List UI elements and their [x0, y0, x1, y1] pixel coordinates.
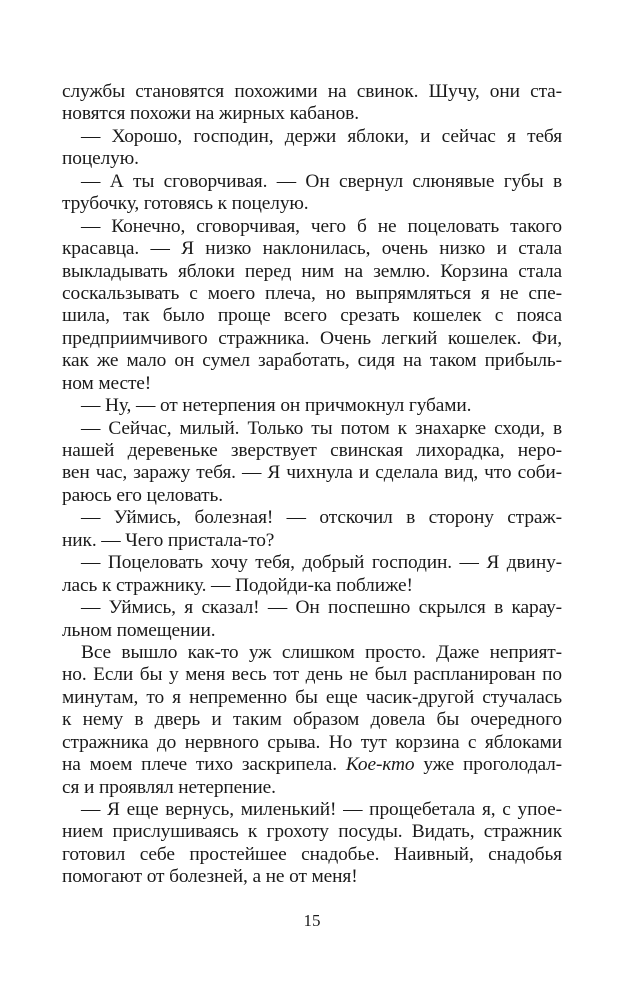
text-line: лась к стражнику. — Подойди-ка поближе! [62, 574, 413, 596]
text-line: как же мало он сумел заработать, сидя на таком прибыль- [62, 350, 562, 372]
text-line: — Я еще вернусь, миленький! — прощебетала я, с упое- [81, 799, 562, 820]
text-line: предприимчивого стражника. Очень легкий кошелек. Фи, [62, 327, 562, 349]
text-line: — Хорошо, господин, держи яблоки, и сейчас я тебя [81, 125, 562, 147]
text-line: поцелую. [62, 148, 139, 170]
text-line: Все вышло как-то уж слишком просто. Даже неприят- [81, 641, 562, 663]
text-line: — А ты сговорчивая. — Он свернул слюнявые губы в [81, 170, 562, 192]
text-line: раюсь его целовать. [62, 484, 223, 506]
text-line: ся и проявлял нетерпение. [62, 776, 276, 798]
text-line: помогают от болезней, а не от меня! [62, 866, 358, 888]
text-line: службы становятся похожими на свинок. Шучу, они ста- [62, 81, 562, 102]
text-line: — Ну, — от нетерпения он причмокнул губами. [81, 395, 472, 417]
text-line: нашей деревеньке зверствует свинская лихорадка, неро- [62, 440, 562, 461]
text-line [62, 754, 562, 776]
text-line: вен час, заражу тебя. — Я чихнула и сделала вид, что соби- [62, 462, 562, 484]
text-line: — Сейчас, милый. Только ты потом к знахарке сходи, в [81, 417, 562, 439]
page-number: 15 [303, 911, 321, 930]
text-line: нием прислушиваясь к грохоту посуды. Видать, стражник [62, 821, 562, 843]
text-line: готовил себе простейшее снадобье. Наивный, снадобья [62, 843, 562, 865]
text-segment: на моем плече тихо заскрипела. [62, 754, 346, 776]
page-body-text [62, 81, 562, 889]
text-line: ник. — Чего пристала-то? [62, 529, 275, 551]
text-line: минутам, то я непременно бы еще часик-другой стучалась [62, 686, 562, 708]
text-line: новятся похожи на жирных кабанов. [62, 103, 359, 125]
italic-text-segment: Кое-кто [345, 754, 415, 776]
text-line: трубочку, готовясь к поцелую. [62, 193, 309, 215]
text-line: к нему в дверь и таким образом довела бы очередного [62, 709, 562, 731]
text-line: красавца. — Я низко наклонилась, очень низко и стала [62, 238, 562, 260]
text-segment: уже проголодал- [414, 754, 562, 776]
text-line: но. Если бы у меня весь тот день не был распланирован по [62, 664, 562, 686]
text-line: ном месте! [62, 372, 152, 394]
text-line: — Уймись, болезная! — отскочил в сторону страж- [81, 507, 562, 529]
text-line: выкладывать яблоки перед ним на землю. Корзина стала [62, 260, 562, 282]
text-line: льном помещении. [62, 619, 216, 641]
text-line: стражника до нервного срыва. Но тут корзина с яблоками [62, 731, 562, 753]
text-line: соскальзывать с моего плеча, но выпрямляться я не спе- [62, 282, 562, 304]
text-line: шила, так было проще всего срезать кошелек с пояса [62, 305, 562, 327]
text-line: — Уймись, я сказал! — Он поспешно скрылся в карау- [81, 597, 562, 619]
text-line: — Поцеловать хочу тебя, добрый господин. — Я двину- [81, 552, 562, 574]
text-line: — Конечно, сговорчивая, чего б не поцеловать такого [81, 215, 562, 237]
